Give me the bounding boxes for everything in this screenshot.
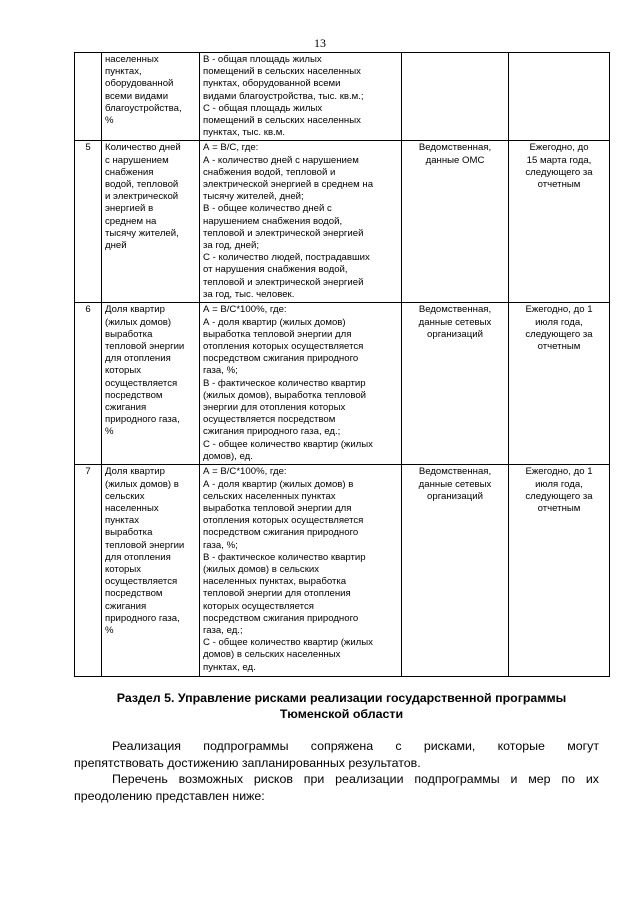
- cell-line: газа, %;: [203, 539, 238, 551]
- cell-line: С - общее количество квартир (жилых: [203, 637, 373, 649]
- cell-line: оборудованной: [105, 78, 174, 90]
- cell-line: Ежегодно, до 1: [525, 304, 593, 316]
- cell-line: среднем на: [105, 215, 157, 227]
- cell-line: А = В/С*100%, где:: [203, 304, 287, 316]
- reporting-period-cell: [509, 53, 610, 141]
- indicators-table: [74, 52, 610, 677]
- cell-line: нарушением снабжения водой,: [203, 215, 343, 227]
- cell-line: за год, тыс. человек.: [203, 288, 295, 300]
- cell-line: посредством сжигания природного: [203, 527, 359, 539]
- cell-line: А - количество дней с нарушением: [203, 154, 359, 166]
- cell-line: домов), ед.: [203, 450, 253, 462]
- cell-line: для отопления: [105, 353, 171, 365]
- cell-line: пунктах,: [105, 66, 142, 78]
- cell-line: природного газа,: [105, 414, 180, 426]
- cell-line: помещений в сельских населенных: [203, 115, 361, 127]
- cell-line: Ведомственная,: [418, 304, 492, 316]
- cell-line: следующего за: [525, 166, 593, 178]
- page-number: 13: [314, 36, 326, 50]
- data-source-cell: [402, 303, 509, 465]
- cell-line: организаций: [427, 490, 483, 502]
- paragraph-line: препятствовать достижению запланированных результатов.: [74, 755, 421, 770]
- cell-line: %: [105, 426, 114, 438]
- table-row: [75, 303, 610, 465]
- cell-line: водой, тепловой: [105, 179, 179, 191]
- cell-line: выработка: [105, 527, 153, 539]
- cell-line: отчетным: [537, 341, 581, 353]
- cell-line: (жилых домов), выработка тепловой: [203, 389, 367, 401]
- cell-line: электрической энергией в среднем на: [203, 179, 374, 191]
- cell-line: тепловой и электрической энергией: [203, 276, 364, 288]
- cell-line: июля года,: [535, 478, 583, 490]
- cell-line: (жилых домов) в: [105, 478, 179, 490]
- cell-line: данные ОМС: [425, 154, 485, 166]
- table-row: [75, 465, 610, 677]
- cell-line: пунктах: [105, 515, 140, 527]
- cell-line: пунктах, оборудованной всеми: [203, 78, 341, 90]
- cell-line: осуществляется: [105, 576, 178, 588]
- cell-line: (жилых домов) в сельских: [203, 564, 320, 576]
- cell-line: осуществляется: [105, 377, 178, 389]
- indicator-name-cell: [102, 465, 200, 677]
- section-title-line-1: Раздел 5. Управление рисками реализации государственной программы: [116, 691, 567, 705]
- table-row: [75, 141, 610, 303]
- indicator-name-cell: [102, 303, 200, 465]
- cell-line: от нарушения снабжения водой,: [203, 264, 348, 276]
- cell-line: %: [105, 625, 114, 637]
- cell-line: тепловой энергии для отопления: [203, 588, 351, 600]
- data-source-cell: [402, 465, 509, 677]
- cell-line: тысячу жителей, дней;: [203, 191, 304, 203]
- cell-line: пунктах, ед.: [203, 661, 256, 673]
- cell-line: отопления которых осуществляется: [203, 515, 364, 527]
- row-number-cell: 7: [75, 465, 102, 677]
- cell-line: видами благоустройства, тыс. кв.м.;: [203, 90, 364, 102]
- cell-line: данные сетевых: [418, 316, 492, 328]
- cell-line: сжигания природного газа, ед.;: [203, 426, 341, 438]
- cell-line: данные сетевых: [418, 478, 492, 490]
- cell-line: отопления которых осуществляется: [203, 341, 364, 353]
- cell-line: сжигания: [105, 402, 147, 414]
- reporting-period-cell: [509, 465, 610, 677]
- cell-line: сельских: [105, 490, 145, 502]
- cell-line: Ведомственная,: [418, 142, 492, 154]
- cell-line: тепловой и электрической энергией: [203, 227, 364, 239]
- cell-line: осуществляется посредством: [203, 414, 336, 426]
- formula-cell: [200, 465, 402, 677]
- cell-line: отчетным: [537, 503, 581, 515]
- paragraph-risks-list-intro: [74, 771, 599, 804]
- cell-line: В - фактическое количество квартир: [203, 377, 366, 389]
- cell-line: С - общее количество квартир (жилых: [203, 438, 373, 450]
- cell-line: посредством: [105, 389, 163, 401]
- cell-line: газа, %;: [203, 365, 238, 377]
- cell-line: снабжения водой, тепловой и: [203, 166, 336, 178]
- cell-line: тысячу жителей,: [105, 227, 179, 239]
- cell-line: Количество дней: [105, 142, 181, 154]
- cell-line: сжигания: [105, 600, 147, 612]
- cell-line: энергии для отопления которых: [203, 402, 346, 414]
- cell-line: энергией в: [105, 203, 154, 215]
- cell-line: которых: [105, 564, 142, 576]
- cell-line: отчетным: [537, 179, 581, 191]
- cell-line: 15 марта года,: [526, 154, 592, 166]
- cell-line: дней: [105, 240, 127, 252]
- cell-line: для отопления: [105, 551, 171, 563]
- cell-line: В - общая площадь жилых: [203, 54, 322, 65]
- indicator-name-cell: [102, 53, 200, 141]
- cell-line: Ведомственная,: [418, 466, 492, 478]
- cell-line: организаций: [427, 328, 483, 340]
- cell-line: А - доля квартир (жилых домов): [203, 316, 346, 328]
- reporting-period-cell: [509, 303, 610, 465]
- cell-line: Доля квартир: [105, 466, 165, 478]
- reporting-period-cell: [509, 141, 610, 303]
- cell-line: за год, дней;: [203, 240, 259, 252]
- cell-line: тепловой энергии: [105, 539, 185, 551]
- cell-line: снабжения: [105, 166, 154, 178]
- cell-line: Доля квартир: [105, 304, 165, 316]
- cell-line: домов) в сельских населенных: [203, 649, 341, 661]
- formula-cell: [200, 303, 402, 465]
- cell-line: А - доля квартир (жилых домов) в: [203, 478, 354, 490]
- cell-line: С - количество людей, пострадавших: [203, 252, 370, 264]
- formula-cell: [200, 53, 402, 141]
- cell-line: посредством: [105, 588, 163, 600]
- cell-line: всеми видами: [105, 90, 169, 102]
- cell-line: посредством сжигания природного: [203, 612, 359, 624]
- row-number-cell: 5: [75, 141, 102, 303]
- cell-line: которых осуществляется: [203, 600, 314, 612]
- row-number-cell: [75, 53, 102, 141]
- cell-line: с нарушением: [105, 154, 169, 166]
- cell-line: газа, ед.;: [203, 625, 243, 637]
- cell-line: и электрической: [105, 191, 179, 203]
- cell-line: В - фактическое количество квартир: [203, 551, 366, 563]
- cell-line: которых: [105, 365, 142, 377]
- cell-line: населенных: [105, 54, 159, 65]
- cell-line: населенных: [105, 503, 159, 515]
- indicator-name-cell: [102, 141, 200, 303]
- table-row: [75, 53, 610, 141]
- paragraph-risks-intro: [74, 738, 599, 771]
- cell-line: природного газа,: [105, 612, 180, 624]
- cell-line: (жилых домов): [105, 316, 172, 328]
- cell-line: Ежегодно, до 1: [525, 466, 593, 478]
- row-number-cell: 6: [75, 303, 102, 465]
- section-title: [74, 690, 609, 722]
- cell-line: выработка тепловой энергии для: [203, 503, 352, 515]
- cell-line: населенных пунктах, выработка: [203, 576, 347, 588]
- formula-cell: [200, 141, 402, 303]
- cell-line: С - общая площадь жилых: [203, 102, 323, 114]
- cell-line: следующего за: [525, 328, 593, 340]
- cell-line: тепловой энергии: [105, 341, 185, 353]
- cell-line: благоустройства,: [105, 102, 182, 114]
- cell-line: выработка тепловой энергии для: [203, 328, 352, 340]
- cell-line: выработка: [105, 328, 153, 340]
- cell-line: пунктах, тыс. кв.м.: [203, 127, 285, 139]
- cell-line: А = В/С, где:: [203, 142, 259, 154]
- paragraph-line: Реализация подпрограммы сопряжена с рисками, которые могут: [112, 739, 599, 753]
- data-source-cell: [402, 141, 509, 303]
- data-source-cell: [402, 53, 509, 141]
- cell-line: помещений в сельских населенных: [203, 66, 361, 78]
- cell-line: А = В/С*100%, где:: [203, 466, 287, 478]
- cell-line: посредством сжигания природного: [203, 353, 359, 365]
- paragraph-line: преодолению представлен ниже:: [74, 788, 265, 803]
- cell-line: июля года,: [535, 316, 583, 328]
- cell-line: Ежегодно, до: [529, 142, 589, 154]
- paragraph-line: Перечень возможных рисков при реализации подпрограммы и мер по их: [112, 772, 599, 786]
- cell-line: сельских населенных пунктах: [203, 490, 336, 502]
- cell-line: %: [105, 115, 114, 127]
- section-title-line-2: Тюменской области: [279, 707, 404, 721]
- cell-line: В - общее количество дней с: [203, 203, 332, 215]
- indicators-table-body: [75, 53, 610, 677]
- cell-line: следующего за: [525, 490, 593, 502]
